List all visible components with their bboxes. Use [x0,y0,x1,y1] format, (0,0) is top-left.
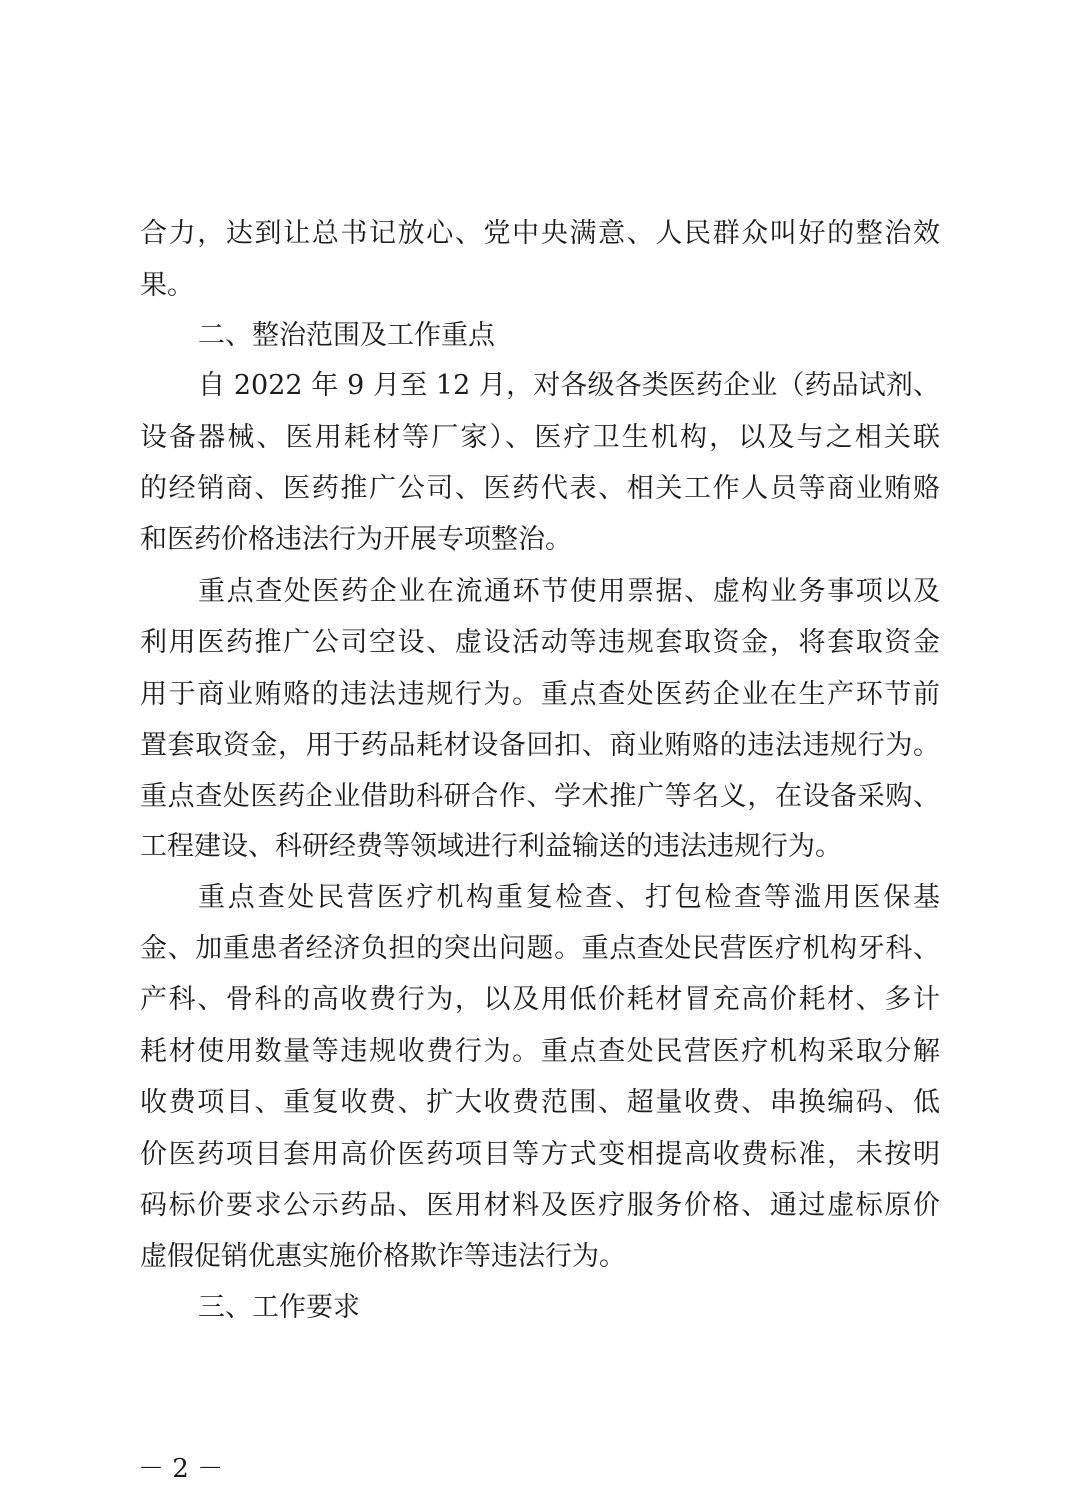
paragraph-line: 和医药价格违法行为开展专项整治。 [140,524,572,555]
section-heading: 三、工作要求 [198,1292,360,1323]
paragraph-line: 果。 [140,270,194,301]
paragraph-line: 自 2022 年 9 月至 12 月，对各级各类医药企业（药品试剂、 [198,370,940,401]
section-heading: 二、整治范围及工作重点 [198,320,495,351]
paragraph-line: 收费项目、重复收费、扩大收费范围、超量收费、串换编码、低 [140,1087,940,1118]
paragraph-line: 用于商业贿赂的违法违规行为。重点查处医药企业在生产环节前 [140,679,940,710]
paragraph-line: 金、加重患者经济负担的突出问题。重点查处民营医疗机构牙科、 [140,933,940,964]
paragraph-line: 重点查处民营医疗机构重复检查、打包检查等滥用医保基 [198,882,940,913]
paragraph-line: 耗材使用数量等违规收费行为。重点查处民营医疗机构采取分解 [140,1036,940,1067]
paragraph-line: 重点查处医药企业在流通环节使用票据、虚构业务事项以及 [198,576,940,607]
paragraph-line: 工程建设、科研经费等领域进行利益输送的违法违规行为。 [140,831,842,862]
paragraph-line: 利用医药推广公司空设、虚设活动等违规套取资金，将套取资金 [140,627,940,658]
paragraph-line: 虚假促销优惠实施价格欺诈等违法行为。 [140,1241,626,1272]
paragraph-line: 码标价要求公示药品、医用材料及医疗服务价格、通过虚标原价 [140,1190,940,1221]
page-number: － 2 － [138,1454,224,1484]
paragraph-line: 合力，达到让总书记放心、党中央满意、人民群众叫好的整治效 [140,218,940,249]
paragraph-line: 置套取资金，用于药品耗材设备回扣、商业贿赂的违法违规行为。 [140,730,940,761]
paragraph-line: 的经销商、医药推广公司、医药代表、相关工作人员等商业贿赂 [140,473,940,504]
paragraph-line: 产科、骨科的高收费行为，以及用低价耗材冒充高价耗材、多计 [140,984,940,1015]
paragraph-line: 重点查处医药企业借助科研合作、学术推广等名义，在设备采购、 [140,781,940,812]
paragraph-line: 设备器械、医用耗材等厂家）、医疗卫生机构，以及与之相关联 [140,422,940,453]
paragraph-line: 价医药项目套用高价医药项目等方式变相提高收费标准，未按明 [140,1139,940,1170]
